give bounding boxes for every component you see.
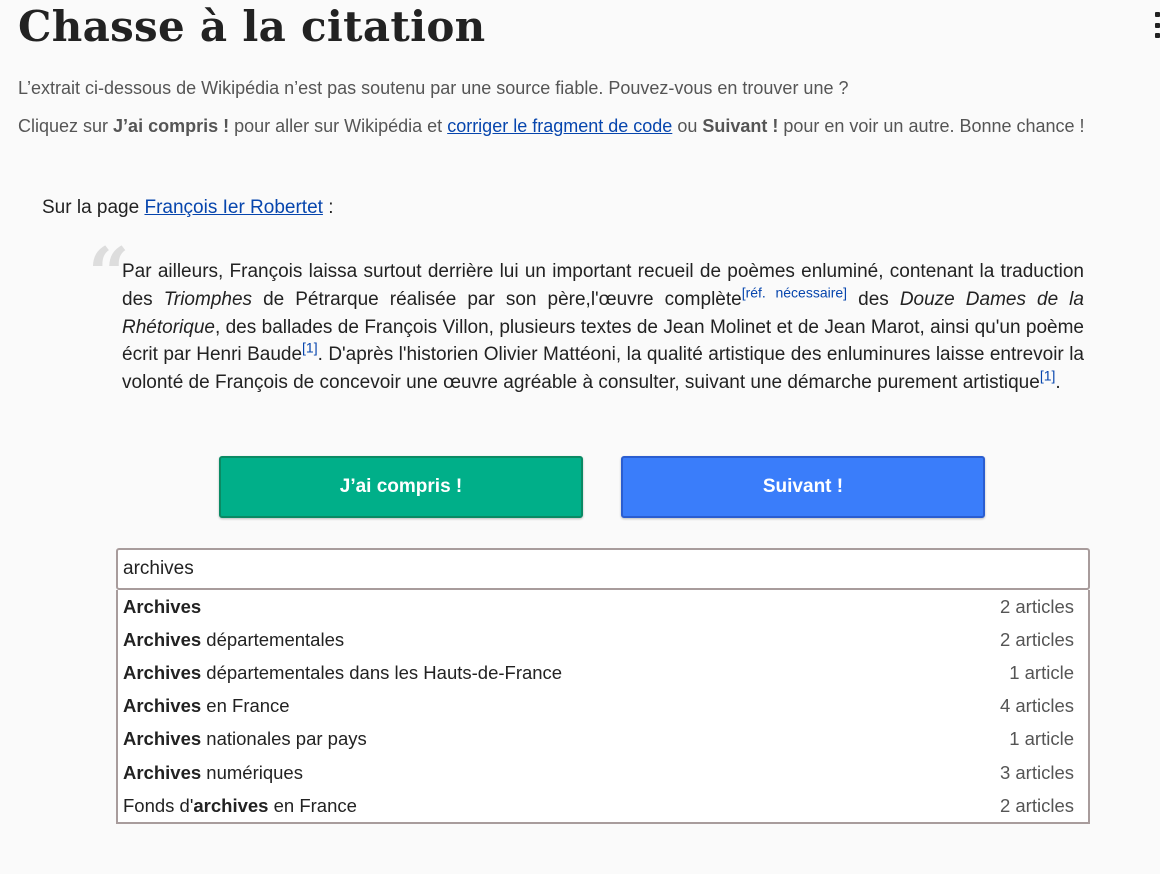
source-page-line: Sur la page François Ier Robertet : [42, 197, 334, 218]
suggestion-item[interactable] [123, 690, 1074, 723]
snippet-text: Par ailleurs, François laissa surtout derrière lui un important recueil de poèmes enluminé, contenant la traduction des Triomphes de Pétrarque réalisée par son père,l'œuvre complète[réf. nécessaire] des Douze Dames de la Rhétorique, des ballades de François Villon, plusieurs textes de Jean Molinet et de Jean Marot, ainsi qu'un poème écrit par Henri Baude[1]. D'après l'historien Olivier Mattéoni, la qualité artistique des enluminures laisse entrevoir la volonté de François de concevoir une œuvre agréable à consulter, suivant une démarche purement artistique[1]. [122, 261, 1084, 394]
suggestion-label: Archives départementales [123, 628, 345, 650]
suggestions-dropdown [116, 590, 1090, 824]
suggestion-item[interactable] [123, 590, 1074, 623]
suggestion-count: 2 articles [999, 794, 1074, 816]
suggestion-label: Fonds d'archives en France [123, 794, 357, 816]
suggestion-item[interactable] [123, 756, 1074, 789]
menu-icon[interactable] [1152, 12, 1160, 38]
suggestion-item[interactable] [123, 723, 1074, 756]
suggestion-count: 1 article [1009, 728, 1074, 750]
suggestion-label: Archives en France [123, 695, 290, 717]
suggestion-label: Archives départementales dans les Hauts-de-France [123, 661, 563, 683]
reference-link[interactable]: [1] [302, 340, 318, 357]
suggestion-count: 4 articles [999, 695, 1074, 717]
suggestion-item[interactable] [123, 789, 1074, 822]
understood-button[interactable]: J’ai compris ! [219, 456, 583, 518]
suggestion-count: 3 articles [999, 761, 1074, 783]
suggestion-count: 1 article [1009, 661, 1074, 683]
suggestion-item[interactable] [123, 623, 1074, 656]
quote-icon: “ [88, 231, 130, 316]
suggestion-label: Archives numériques [123, 761, 303, 783]
suggestion-item[interactable] [123, 656, 1074, 689]
suggestion-label: Archives nationales par pays [123, 728, 367, 750]
page-title: Chasse à la citation [18, 2, 486, 51]
intro-text: L’extrait ci-dessous de Wikipédia n’est pas soutenu par une source fiable. Pouvez-vous en trouver une ? [18, 78, 849, 98]
suggestion-count: 2 articles [999, 628, 1074, 650]
source-page-link[interactable]: François Ier Robertet [144, 197, 323, 218]
category-search-input[interactable] [116, 548, 1090, 590]
instructions-text: Cliquez sur J’ai compris ! pour aller sur Wikipédia et corriger le fragment de code ou Suivant ! pour en voir un autre. Bonne chance ! [18, 116, 1085, 136]
next-button[interactable]: Suivant ! [621, 456, 985, 518]
citation-needed-link[interactable]: [réf. nécessaire] [741, 284, 848, 301]
suggestion-label: Archives [123, 595, 202, 617]
fix-snippet-link[interactable]: corriger le fragment de code [447, 116, 673, 136]
reference-link[interactable]: [1] [1039, 367, 1056, 384]
suggestion-count: 2 articles [999, 595, 1074, 617]
